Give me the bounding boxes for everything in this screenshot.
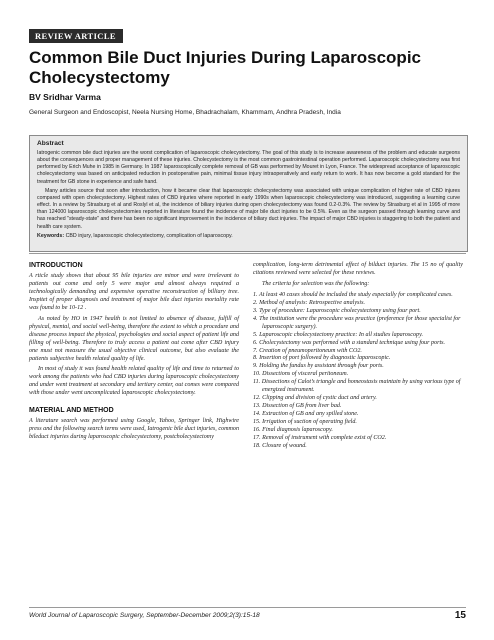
criteria-item: 17. Removal of instrument with complete exist of CO2. [253, 435, 387, 442]
criteria-item: 10. Dissections of visceral peritoneum. [253, 371, 349, 378]
keywords [37, 233, 460, 240]
journal-citation: World Journal of Laparoscopic Surgery, September-December 2009;2(3):15-18 [29, 612, 260, 619]
article-type-tag: REVIEW ARTICLE [29, 29, 123, 43]
criteria-item: 13. Dissection of GB from liver bad. [253, 403, 342, 410]
criteria-item: 9. Holding the fundus by assistant through four ports. [253, 363, 384, 370]
abstract-paragraph-1: Iatrogenic common bile duct injuries are the worst complication of laparoscopic cholecystectomy. The goal of this study is to increase awareness of the problem and educate surgeons about the consequences and proper management of these injuries. Cholecystectomy is the most common gastrointestinal operation performed. Laparoscopic cholecystectomy was first performed by Erich Muhe in 1985 in Germany. In 1987 laparoscopically complete removal of GB was performed by Mouret in Lyon, France. The widespread acceptance of laparoscopic cholecystectomy was based on anticipated reduction in postoperative pain, minimal tissue injury intraoperatively and early return to work. It has now become a gold standard for the treatment for GB stone in experience and safe hand. [37, 150, 460, 185]
criteria-list [253, 292, 463, 451]
criteria-item: 8. Insertion of port followed by diagnostic laparoscopic. [253, 355, 391, 362]
criteria-item: 3. Type of procedure: Laparoscopic cholecystectomy using four port. [253, 307, 421, 314]
criteria-item: 5. Laparoscopic cholecystectomy practice: In all studies laparoscopy. [253, 331, 423, 338]
abstract-paragraph-2: Many articles source that soon after introduction, how it became clear that laparoscopic cholecystectomy was associated with unique complication of higher rate of CBD injures compared with open cholecystectomy. Highest rates of CBD injuries where reported in early 1990s when laparoscopic cholecystectomy was introduced, suggesting a learning curve effect. In a review by Strasburg et al and Roslyl et al, the incidence of biliary injuries during open cholecystectomy was found 0.2-0.3%. The review by Strasburg et al in 1995 of more than 124000 laparoscopic cholecystectomies reported in literature found the incidence of major bile duct injuries to be 0.5%. Even as the surgeon passed through learning curve and has reached "steady-state" and there has been no significant improvement in the incidence of biliary duct injuries. The impact of major CBD injuries is staggering to both the patient and health care system. [37, 187, 460, 230]
keywords-text: CBD injury, laparoscopic cholecystectomy, complication of laparoscopy. [64, 232, 233, 239]
abstract-box [29, 135, 468, 252]
page-number: 15 [454, 610, 466, 621]
criteria-item: 1. At least 40 cases should be included the study especially for complicated cases. [253, 291, 453, 298]
right-paragraph-1: complication, long-term detrimental effect of bilduct injuries. The 15 no of quality citations reviewed were selected for these reviews. [253, 262, 463, 276]
criteria-item: 18. Closure of wound. [253, 442, 307, 449]
author-name: BV Sridhar Varma [29, 92, 101, 102]
criteria-item: 14. Extraction of GB and any spilled stone. [253, 411, 359, 418]
criteria-item: 7. Creation of pneumoperitoneum with CO2. [253, 347, 362, 354]
criteria-intro: The criteria for selection was the following: [262, 280, 370, 287]
method-paragraph-1: A literature search was performed using Google, Yahoo, Springer link, Highwire press and the following search terms were used, Iatrogenic bile duct injuries, common bileduct injuries during laparoscopic cholecystectomy, postcholecystectomy [29, 418, 239, 441]
section-divider [29, 253, 466, 254]
intro-paragraph-3: In most of study it was found health related quality of life and time to returned to work among the patients who had CBD injuries during laparoscopic cholecystectomy and under went treatment at secondary and tertiary center, out comes were compared with those under went uncomplicated laparoscopic cholecystectomy. [29, 366, 239, 397]
method-heading: MATERIAL AND METHOD [29, 407, 114, 415]
criteria-item: 15. Irrigation of suction of operating field. [253, 419, 357, 426]
article-title: Common Bile Duct Injuries During Laparoscopic Cholecystectomy [29, 48, 421, 87]
left-column [29, 262, 239, 445]
intro-paragraph-1: A rticle study shows that about 95 bile injuries are minor and were irrelevant to patients out come and only 5 were major and almost always required a technologically demanding and expensive operative reconstruction of billiary tree. Inspitet of proper diagnosis and treatment of major bile duct injuries mortality rate was found to be 10-12 . [29, 273, 239, 311]
introduction-heading: INTRODUCTION [29, 262, 83, 269]
keywords-label: Keywords: [37, 232, 65, 239]
footer-divider [29, 607, 466, 608]
criteria-item: 16. Final diagnosis laparoscopy. [253, 427, 333, 434]
author-affiliation: General Surgeon and Endoscopist, Neela Nursing Home, Bhadrachalam, Khammam, Andhra Pradesh, India [29, 109, 341, 116]
criteria-item: 11. Dissections of Calot’s triangle and homeostasis maintain by using various type of energized instrument. [253, 379, 461, 394]
criteria-item: 2. Method of analysis: Retrospective analysis. [253, 299, 365, 306]
intro-paragraph-2: As noted by HO in 1947 health is not limited to absence of disease, fulfill of physical, mental, and social well-being, therefore the extent to which a procedure and disease process impact the physical, psychologies and social aspect of patient life and filling of well-being. Therefore to truly access a patient out come after CBD injury one must not measure the usual objective clinical outcome, but also evaluate the patients subjective health related quality of life. [29, 315, 239, 362]
criteria-item: 12. Clipping and division of cystic duct and artery. [253, 395, 377, 402]
right-column [253, 262, 463, 451]
criteria-item: 6. Cholecystectomy was performed with a standard technique using four ports. [253, 339, 446, 346]
criteria-item: 4. The institution were the procedure was practice (preference for those specialist for laparoscopic surgery). [253, 315, 461, 330]
abstract-heading: Abstract [37, 140, 64, 147]
